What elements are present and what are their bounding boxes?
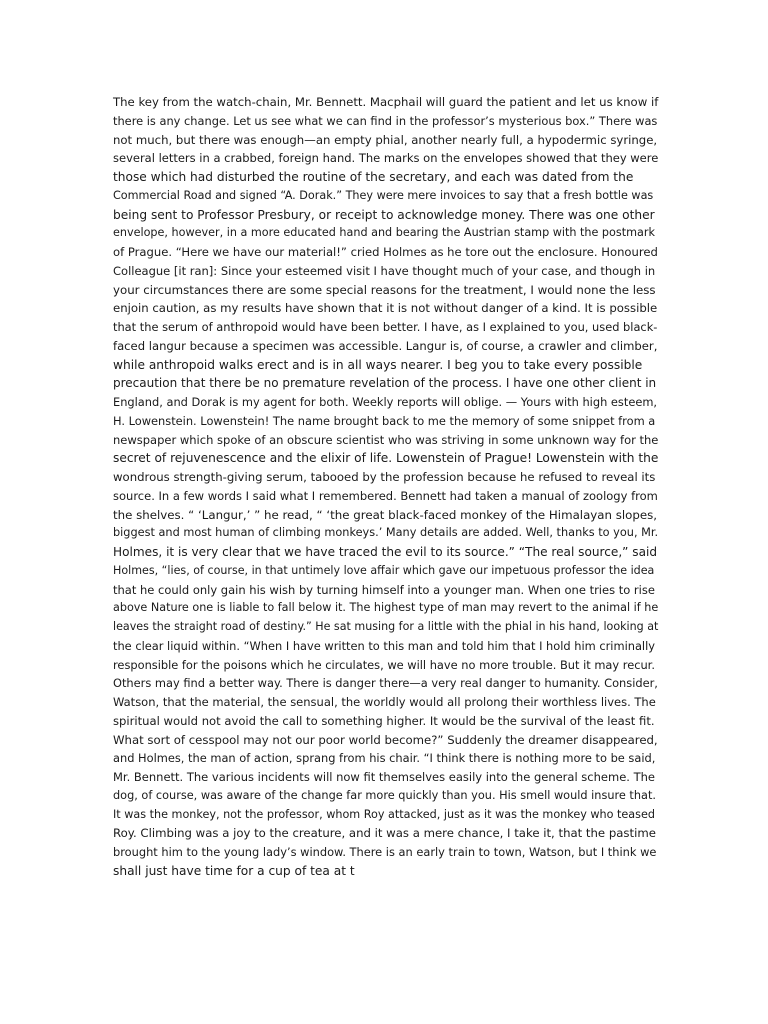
text-line: The key from the watch-chain, Mr. Bennett. Macphail will guard the patient and let us know if — [113, 95, 659, 109]
text-line: that the serum of anthropoid would have been better. I have, as I explained to you, used black- — [113, 320, 658, 334]
text-line: Watson, that the material, the sensual, the worldly would all prolong their worthless lives. The — [113, 695, 656, 709]
text-line: Colleague [it ran]: Since your esteemed visit I have thought much of your case, and though in — [113, 263, 656, 278]
text-line: spiritual would not avoid the call to something higher. It would be the survival of the least fit. — [113, 713, 655, 728]
text-line: Roy. Climbing was a joy to the creature, and it was a mere chance, I take it, that the pastime — [113, 826, 656, 841]
text-line: Holmes, it is very clear that we have traced the evil to its source.” “The real source,” said — [113, 545, 658, 559]
text-line: responsible for the poisons which he circulates, we will have no more trouble. But it may recur. — [113, 657, 655, 672]
text-line: of Prague. “Here we have our material!” cried Holmes as he tore out the enclosure. Honoured — [113, 245, 658, 259]
body-text — [113, 93, 658, 881]
text-line: above Nature one is liable to fall below it. The highest type of man may revert to the animal if he — [113, 601, 659, 615]
text-line: England, and Dorak is my agent for both. Weekly reports will oblige. — Yours with high esteem, — [113, 395, 658, 409]
text-line: dog, of course, was aware of the change far more quickly than you. His smell would insure that. — [113, 788, 656, 802]
text-line: precaution that there be no premature revelation of the process. I have one other client in — [113, 376, 657, 391]
text-line: Mr. Bennett. The various incidents will now fit themselves easily into the general scheme. The — [113, 770, 655, 784]
text-line: faced langur because a specimen was accessible. Langur is, of course, a crawler and climber, — [113, 338, 658, 353]
text-line: Commercial Road and signed “A. Dorak.” They were mere invoices to say that a fresh bottle was — [113, 188, 654, 202]
text-line: those which had disturbed the routine of the secretary, and each was dated from the — [113, 170, 634, 184]
text-line: secret of rejuvenescence and the elixir of life. Lowenstein of Prague! Lowenstein with the — [113, 451, 659, 466]
text-line: What sort of cesspool may not our poor world become?” Suddenly the dreamer disappeared, — [113, 732, 658, 747]
text-line: H. Lowenstein. Lowenstein! The name brought back to me the memory of some snippet from a — [113, 413, 656, 428]
text-line: several letters in a crabbed, foreign hand. The marks on the envelopes showed that they were — [113, 151, 659, 166]
text-line: Holmes, “lies, of course, in that untimely love affair which gave our impetuous professor the idea — [113, 563, 655, 577]
text-line: there is any change. Let us see what we can find in the professor’s mysterious box.” There was — [113, 113, 658, 128]
text-line: enjoin caution, as my results have shown that it is not without danger of a kind. It is possible — [113, 301, 658, 316]
text-line: It was the monkey, not the professor, whom Roy attacked, just as it was the monkey who teased — [113, 807, 655, 821]
text-line: not much, but there was enough—an empty phial, another nearly full, a hypodermic syringe, — [113, 132, 658, 147]
text-line: your circumstances there are some special reasons for the treatment, I would none the less — [113, 282, 656, 297]
text-line: while anthropoid walks erect and is in all ways nearer. I beg you to take every possible — [113, 357, 643, 372]
text-line: biggest and most human of climbing monkeys.’ Many details are added. Well, thanks to you, Mr. — [113, 526, 659, 540]
text-line: leaves the straight road of destiny.” He sat musing for a little with the phial in his hand, looking at — [113, 620, 659, 633]
text-line: shall just have time for a cup of tea at t — [113, 863, 355, 878]
text-line: and Holmes, the man of action, sprang from his chair. “I think there is nothing more to be said, — [113, 751, 656, 766]
text-line: the clear liquid within. “When I have written to this man and told him that I hold him criminally — [113, 638, 656, 653]
text-line: being sent to Professor Presbury, or receipt to acknowledge money. There was one other — [113, 207, 655, 222]
text-line: that he could only gain his wish by turning himself into a younger man. When one tries to rise — [113, 582, 655, 597]
text-line: wondrous strength-giving serum, tabooed by the profession because he refused to reveal its — [113, 470, 656, 484]
text-line: the shelves. “ ‘Langur,’ ” he read, “ ‘the great black-faced monkey of the Himalayan slopes, — [113, 507, 658, 522]
text-line: Others may find a better way. There is danger there—a very real danger to humanity. Consider, — [113, 676, 658, 691]
text-line: brought him to the young lady’s window. There is an early train to town, Watson, but I think we — [113, 845, 657, 859]
text-line: envelope, however, in a more educated hand and bearing the Austrian stamp with the postmark — [113, 226, 655, 240]
text-line: newspaper which spoke of an obscure scientist who was striving in some unknown way for the — [113, 432, 659, 447]
text-line: source. In a few words I said what I remembered. Bennett had taken a manual of zoology from — [113, 488, 658, 503]
